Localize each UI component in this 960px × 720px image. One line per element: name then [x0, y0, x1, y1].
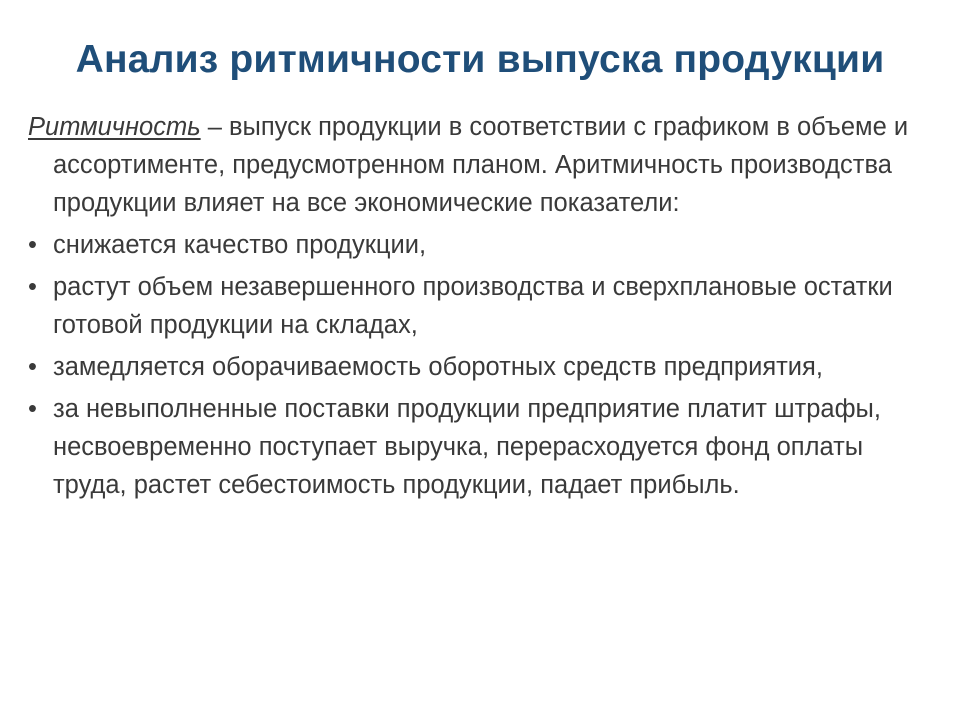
- term-rhythmicity: Ритмичность: [28, 113, 201, 141]
- list-item-text: замедляется оборачиваемость оборотных средств предприятия,: [53, 353, 823, 381]
- bullet-dot: •: [28, 353, 37, 381]
- list-item: [28, 226, 928, 264]
- slide-content: [28, 108, 928, 508]
- bullet-list: [28, 226, 928, 504]
- list-item-text: за невыполненные поставки продукции предприятие платит штрафы, несвоевременно поступает выручка, перерасходуется фонд оплаты труда, растет себестоимость продукции, падает прибыль.: [53, 395, 881, 499]
- slide-title: Анализ ритмичности выпуска продукции: [75, 38, 885, 81]
- bullet-dot: •: [28, 395, 37, 423]
- list-item: [28, 348, 928, 386]
- list-item: [28, 268, 928, 344]
- bullet-dot: •: [28, 231, 37, 259]
- intro-definition: – выпуск продукции в соответствии с графиком в объеме и ассортименте, предусмотренном планом. Аритмичность производства продукции влияет на все экономические показатели:: [53, 113, 909, 217]
- list-item-text: растут объем незавершенного производства и сверхплановые остатки готовой продукции на складах,: [53, 273, 893, 339]
- list-item-text: снижается качество продукции,: [53, 231, 427, 259]
- list-item: [28, 390, 928, 504]
- intro-paragraph: [28, 108, 928, 222]
- bullet-dot: •: [28, 273, 37, 301]
